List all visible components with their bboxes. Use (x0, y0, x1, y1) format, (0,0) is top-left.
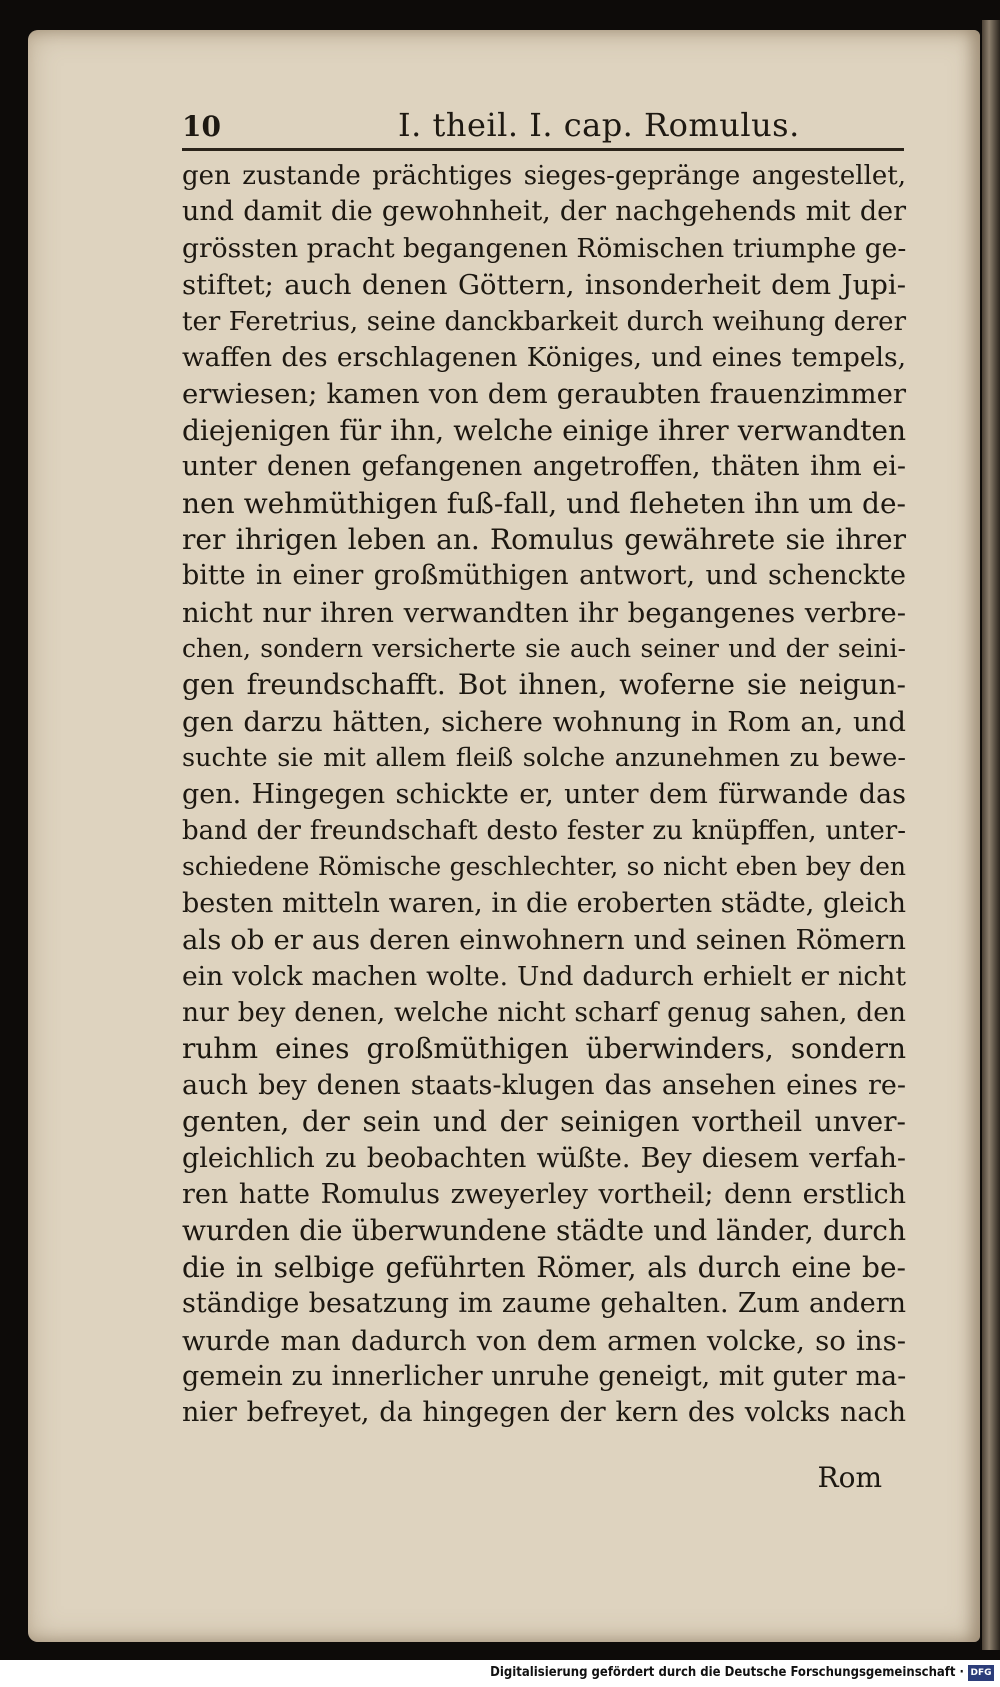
text-line: wurden die überwundene städte und länder, durch (182, 1214, 906, 1248)
text-line: gleichlich zu beobachten wüßte. Bey diesem verfah- (182, 1142, 906, 1174)
text-line: suchte sie mit allem fleiß solche anzunehmen zu bewe- (182, 743, 906, 774)
text-line: besten mitteln waren, in die eroberten städte, gleich (182, 887, 906, 919)
text-line: genten, der sein und der seinigen vortheil unver- (182, 1105, 906, 1139)
text-line: gemein zu innerlicher unruhe geneigt, mit guter ma- (182, 1360, 907, 1392)
text-line: bitte in einer großmüthigen antwort, und schenckte (182, 560, 906, 592)
body-text (182, 158, 906, 1432)
text-line: rer ihrigen leben an. Romulus gewährete sie ihrer (182, 522, 906, 556)
page-edge (982, 20, 1000, 1650)
text-line: band der freundschaft desto fester zu knüpffen, unter- (182, 816, 906, 847)
text-line: gen. Hingegen schickte er, unter dem fürwande das (182, 778, 906, 810)
text-line: wurde man dadurch von dem armen volcke, so ins- (182, 1324, 906, 1357)
text-line: und damit die gewohnheit, der nachgehends mit der (182, 196, 906, 228)
text-line: chen, sondern versicherte sie auch seiner und der seini- (182, 634, 906, 664)
book-page (28, 30, 980, 1642)
text-line: nier befreyet, da hingegen der kern des volcks nach (182, 1397, 906, 1429)
text-line: grössten pracht begangenen Römischen triumphe ge- (182, 232, 907, 264)
text-line: ren hatte Romulus zweyerley vortheil; denn erstlich (182, 1178, 906, 1210)
digitization-footer (0, 1660, 1000, 1687)
text-line: ständige besatzung im zaume gehalten. Zum andern (182, 1288, 906, 1320)
text-line: nicht nur ihren verwandten ihr begangenes verbre- (182, 596, 906, 629)
text-line: gen zustande prächtiges sieges-gepränge angestellet, (182, 161, 906, 191)
text-line: unter denen gefangenen angetroffen, thäten ihm ei- (182, 451, 906, 483)
footer-credit: Digitalisierung gefördert durch die Deutsche Forschungsgemeinschaft · (490, 1665, 964, 1680)
text-line: gen freundschafft. Bot ihnen, woferne sie neigun- (182, 668, 906, 702)
text-line: die in selbige geführten Römer, als durch eine be- (182, 1250, 906, 1284)
catchword: Rom (817, 1461, 882, 1494)
text-line: als ob er aus deren einwohnern und seinen Römern (182, 924, 906, 957)
text-line: stiftet; auch denen Göttern, insonderheit dem Jupi- (182, 269, 906, 302)
running-head: I. theil. I. cap. Romulus. (398, 106, 800, 144)
text-line: erwiesen; kamen von dem geraubten frauenzimmer (182, 378, 906, 411)
header-rule (182, 148, 904, 151)
text-line: diejenigen für ihn, welche einige ihrer verwandten (182, 413, 906, 447)
text-line: ruhm eines großmüthigen überwinders, sondern (182, 1032, 906, 1066)
text-line: ein volck machen wolte. Und dadurch erhielt er nicht (182, 960, 906, 992)
text-line: nur bey denen, welche nicht scharf genug sahen, den (182, 996, 906, 1028)
page-number: 10 (182, 110, 221, 143)
text-line: waffen des erschlagenen Königes, und eines tempels, (182, 341, 906, 373)
text-line: nen wehmüthigen fuß-fall, und fleheten ihn um de- (182, 486, 906, 520)
text-line: ter Feretrius, seine danckbarkeit durch weihung derer (182, 306, 906, 337)
text-line: schiedene Römische geschlechter, so nicht eben bey den (182, 852, 906, 882)
dfg-logo-icon: DFG (968, 1665, 994, 1681)
text-line: auch bey denen staats-klugen das ansehen eines re- (182, 1069, 906, 1101)
text-line: gen darzu hätten, sichere wohnung in Rom an, und (182, 705, 906, 738)
